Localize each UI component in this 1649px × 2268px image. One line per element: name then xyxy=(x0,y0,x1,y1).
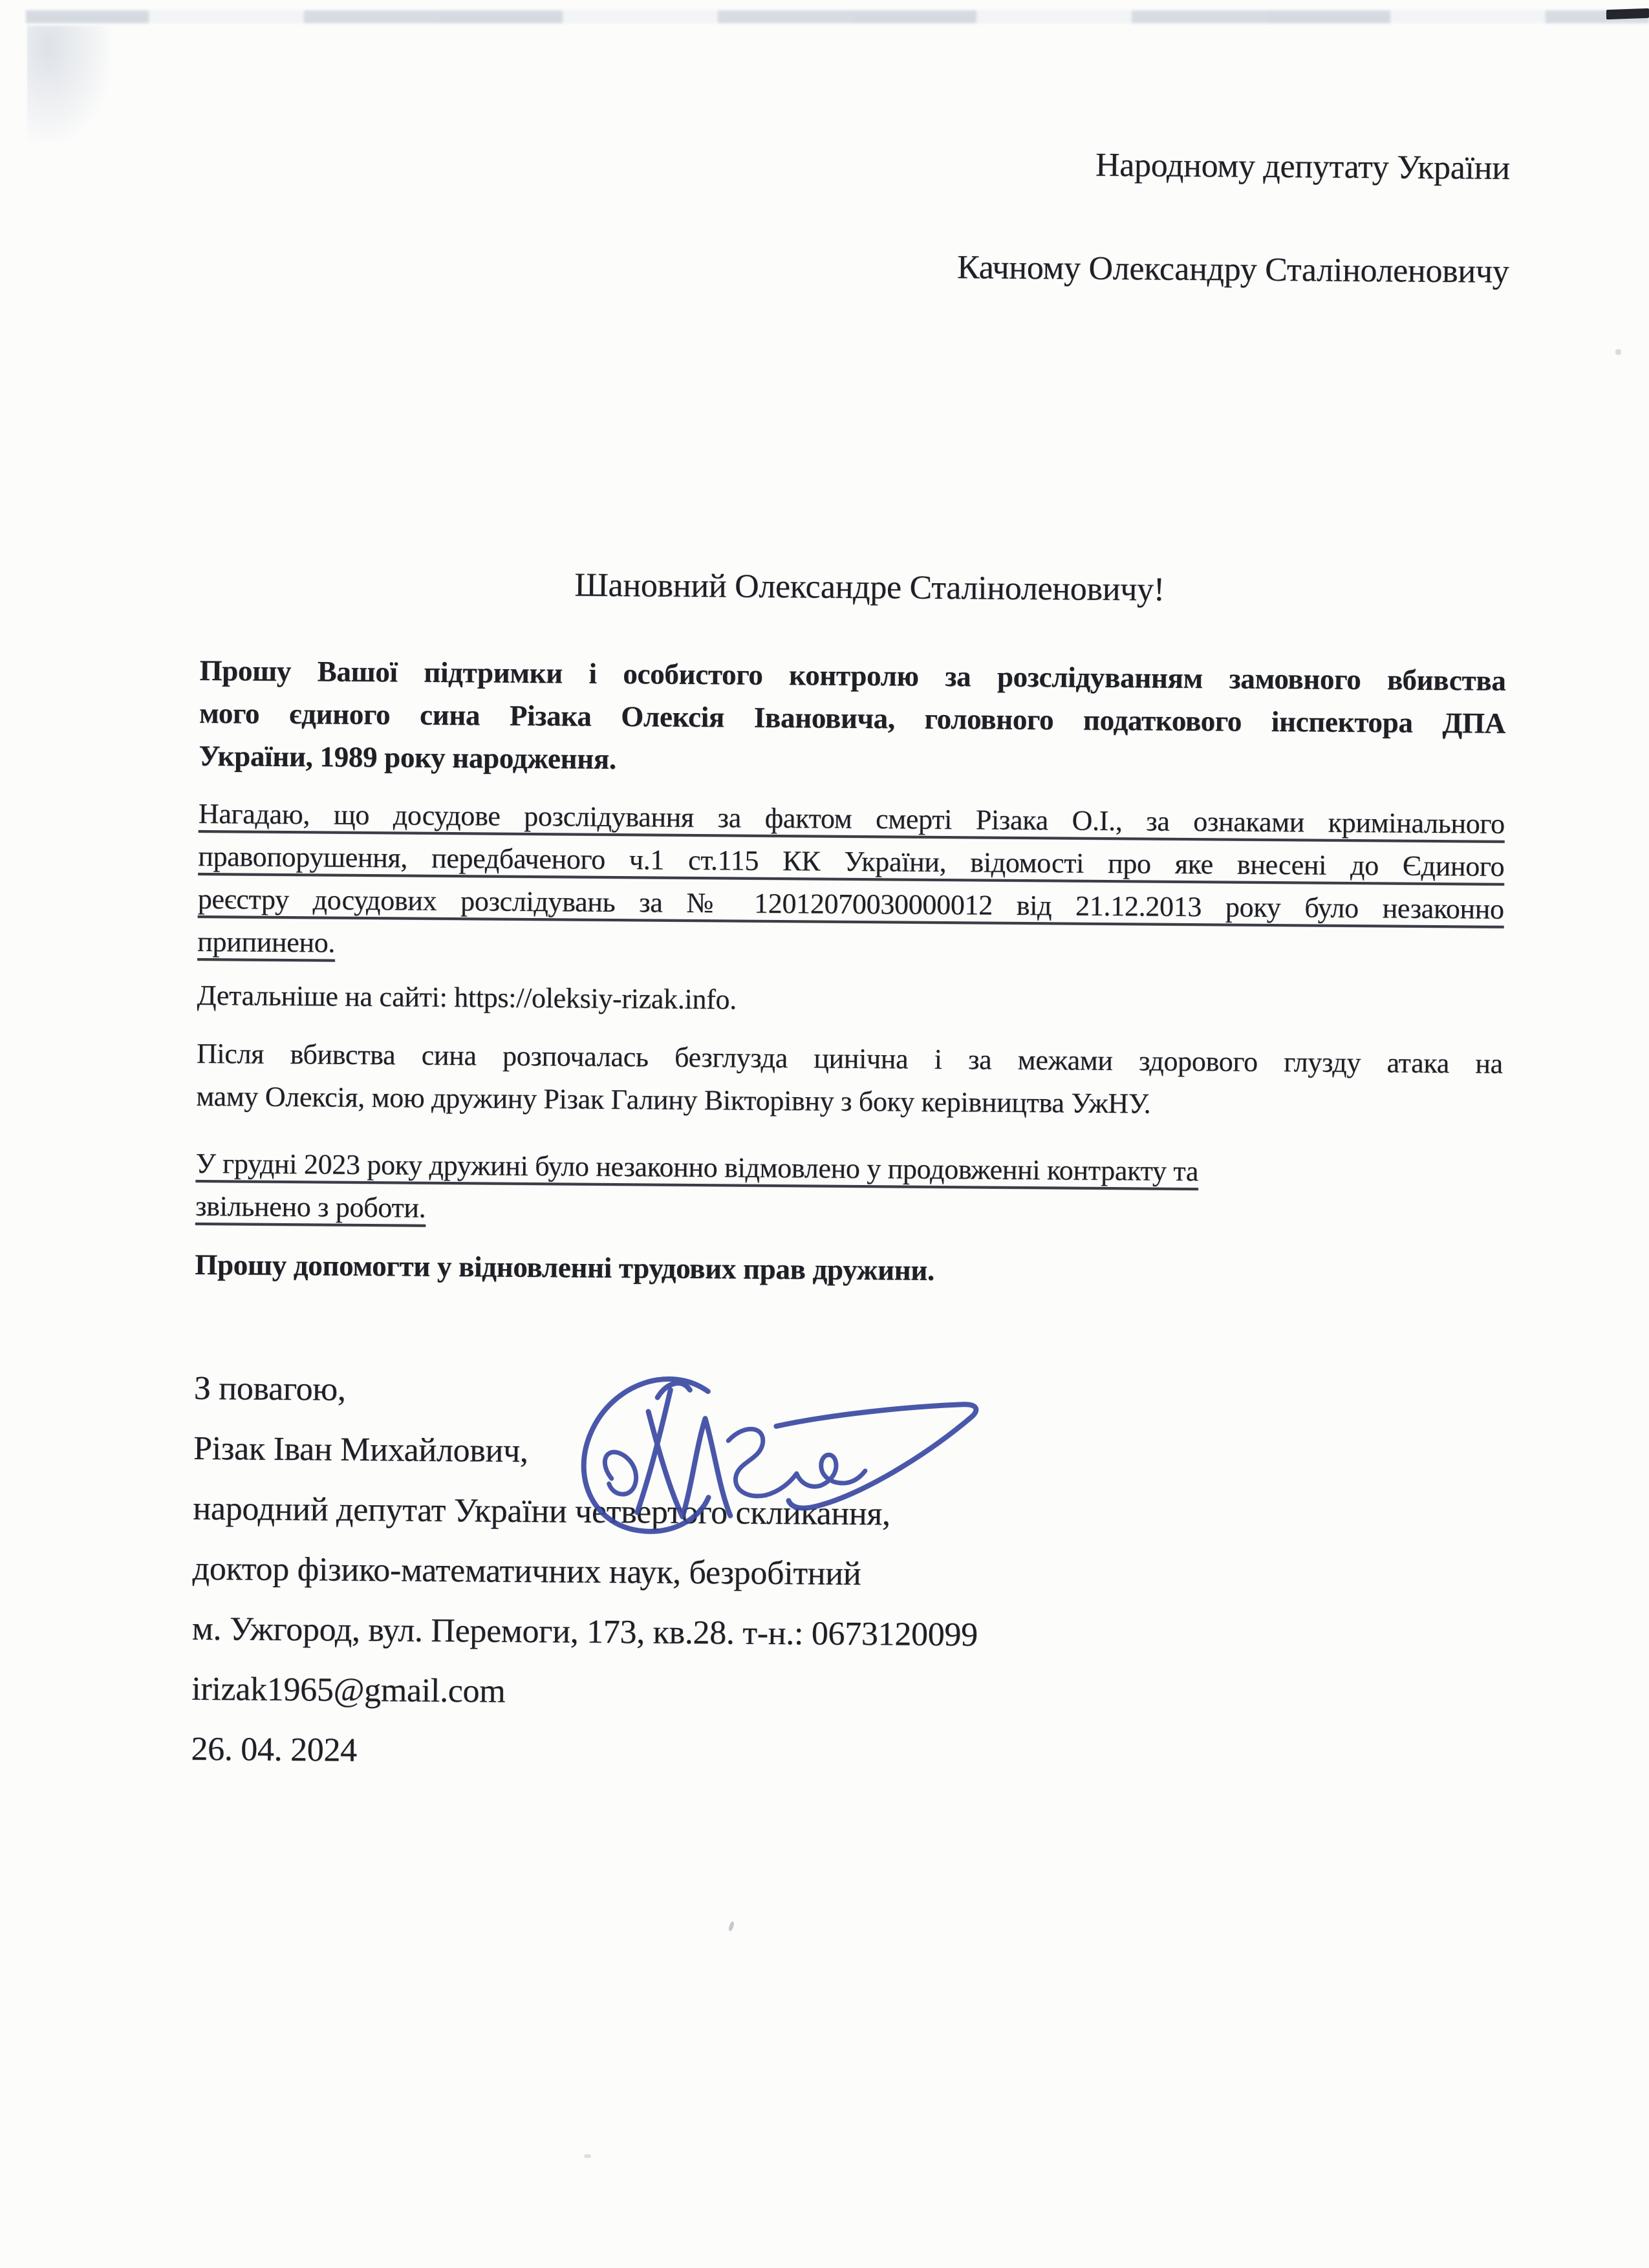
paragraph-attack-on-wife xyxy=(196,1032,1503,1128)
letter-content xyxy=(191,0,1511,1790)
recipient-block xyxy=(202,137,1510,294)
paragraph-line: Прошу Вашої підтримки і особистого контролю за розслідуванням замовного вбивства xyxy=(199,654,1506,697)
recipient-line: Качному Олександру Сталіноленовичу xyxy=(956,249,1509,290)
closing-address-phone: м. Ужгород, вул. Перемоги, 173, кв.28. т-н.: 0673120099 xyxy=(191,1610,978,1654)
paragraph-request-help xyxy=(195,1243,1501,1296)
closing-date: 26. 04. 2024 xyxy=(191,1730,358,1769)
salutation: Шановний Олександре Сталіноленовичу! xyxy=(574,566,1165,608)
paragraph-case-reminder xyxy=(197,793,1505,974)
paragraph-line: звільнено з роботи. xyxy=(195,1190,426,1224)
paragraph-line: маму Олексія, мою дружину Різак Галину Вікторівну з боку керівництва УжНУ. xyxy=(196,1080,1151,1120)
closing-regards: З повагою, xyxy=(193,1369,346,1408)
paragraph-line website-line: Детальніше на сайті: https://oleksiy-rizak.info. xyxy=(197,979,737,1016)
letter-body xyxy=(195,649,1506,1296)
paragraph-line: мого єдиного сина Різака Олексія Івановича, головного податкового інспектора ДПА xyxy=(199,696,1506,740)
closing-sender-name: Різак Іван Михайлович, xyxy=(193,1429,528,1470)
paragraph-line: Після вбивства сина розпочалась безглузда цинічна і за межами здорового глузду атака на xyxy=(196,1037,1503,1080)
paragraph-line: Прошу допомогти у відновленні трудових прав дружини. xyxy=(195,1248,935,1287)
handwritten-signature xyxy=(571,1349,1012,1546)
closing-title-deputy: народний депутат України четвертого скликання, xyxy=(193,1490,890,1533)
paragraph-website xyxy=(197,974,1503,1027)
paragraph-line: реєстру досудових розслідувань за № 12012070030000012 від 21.12.2013 року було незаконно xyxy=(197,883,1504,925)
paragraph-line: правопорушення, передбаченого ч.1 ст.115 КК України, відомості про яке внесені до Єдиного xyxy=(198,840,1505,883)
recipient-line: Народному депутату України xyxy=(1095,146,1510,187)
closing-email: irizak1965@gmail.com xyxy=(191,1670,506,1710)
paragraph-line: України, 1989 року народження. xyxy=(199,739,617,775)
paragraph-line: припинено. xyxy=(197,925,336,959)
signature-ink xyxy=(571,1349,1012,1546)
closing-title-doctor: доктор фізико-математичних наук, безробітний xyxy=(192,1550,861,1593)
paragraph-contract-termination xyxy=(195,1142,1502,1238)
paragraph-line: У грудні 2023 року дружині було незаконно відмовлено у продовженні контракту та xyxy=(195,1147,1199,1188)
paragraph-line: Нагадаю, що досудове розслідування за фактом смерті Різака О.І., за ознаками кримінального xyxy=(198,797,1505,840)
paragraph-request-support xyxy=(199,649,1505,787)
